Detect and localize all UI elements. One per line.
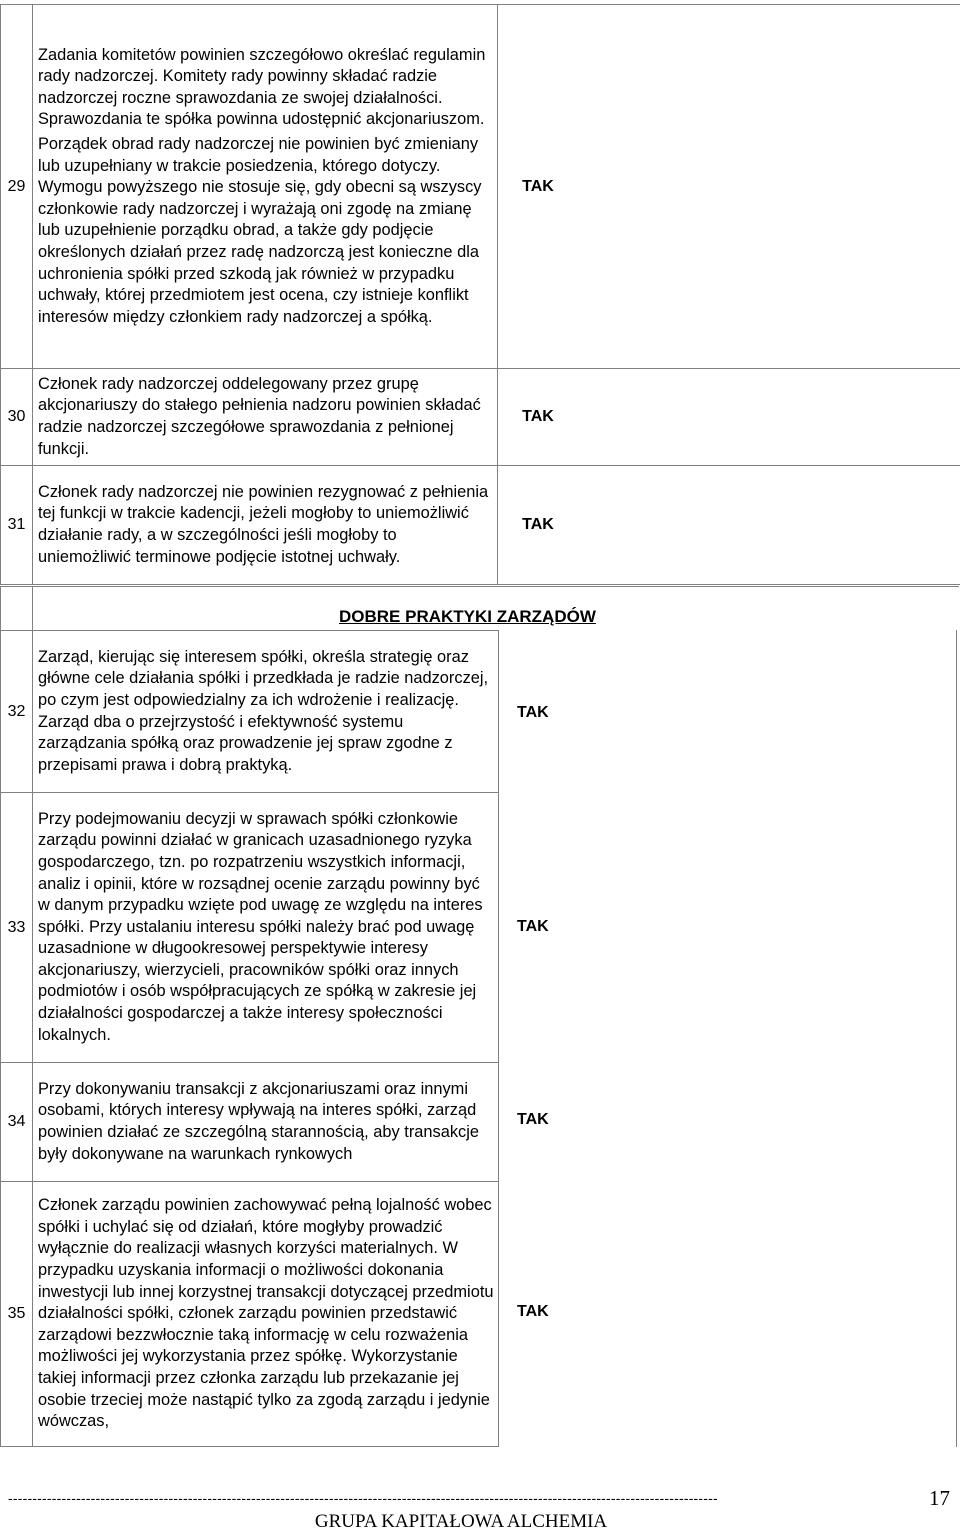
row-text: [33, 1063, 499, 1182]
answer-text: TAK: [522, 516, 554, 533]
row-paragraph: Przy dokonywaniu transakcji z akcjonariuszami oraz innymi osobami, których interesy wpływają na interes spółki, zarząd powinien działać ze szczególną starannością, aby transakcje były dokonywane na warunkach rynkowych: [38, 1079, 494, 1165]
row-paragraph: Członek rady nadzorczej nie powinien rezygnować z pełnienia tej funkcji w trakcie kadencji, jeżeli mogłoby to uniemożliwić działanie rady, a w szczególności jeśli mogłoby to uniemożliwić terminowe podjęcie istotnej uchwały.: [38, 482, 493, 568]
table-row: [1, 1182, 521, 1447]
answer-text: TAK: [517, 1111, 549, 1129]
row-text: [33, 5, 498, 369]
answer-text: TAK: [522, 178, 554, 195]
row-number: 31: [1, 466, 33, 585]
row-paragraph: Przy podejmowaniu decyzji w sprawach spółki członkowie zarządu powinni działać w granicach uzasadnionego ryzyka gospodarczego, tzn. po rozpatrzeniu wszystkich informacji, analiz i opinii, które w rozsądnej ocenie zarządu powinny być w danym przypadku wzięte pod uwagę ze względu na interes spółki. Przy ustalaniu interesu spółki należy brać pod uwagę uzasadnione w długookresowej perspektywie interesy akcjonariuszy, wierzycieli, pracowników spółki oraz innych podmiotów i osób współpracujących ze spółką w zakresie jej działalności gospodarczej a także interesy społeczności lokalnych.: [38, 809, 494, 1047]
governance-table-2: [0, 630, 521, 1447]
row-text: [33, 1182, 499, 1447]
row-number: 33: [1, 793, 33, 1063]
row-number: 29: [1, 5, 33, 369]
row-paragraph: Porządek obrad rady nadzorczej nie powinien być zmieniany lub uzupełniany w trakcie posiedzenia, którego dotyczy. Wymogu powyższego nie stosuje się, gdy obecni są wszyscy członkowie rady nadzorczej i wyrażają oni zgodę na zmianę lub uzupełnienie porządku obrad, a także gdy podjęcie określonych działań przez radę nadzorczą jest konieczne dla uchronienia spółki przed szkodą jak również w przypadku uchwały, której przedmiotem jest ocena, czy istnieje konflikt interesów między członkiem rady nadzorczej a spółką.: [38, 134, 493, 328]
answer-text: TAK: [517, 1303, 549, 1321]
row-paragraph: Zadania komitetów powinien szczegółowo określać regulamin rady nadzorczej. Komitety rady powinny składać radzie nadzorczej roczne sprawozdania ze swojej działalności. Sprawozdania te spółka powinna udostępnić akcjonariuszom.: [38, 45, 493, 131]
row-number: 32: [1, 631, 33, 793]
table-row: [1, 631, 521, 793]
row-answer: [498, 466, 960, 585]
row-text: [33, 631, 499, 793]
row-answer: [498, 369, 960, 466]
row-text: [33, 793, 499, 1063]
row-text: [33, 466, 498, 585]
section-heading: DOBRE PRAKTYKI ZARZĄDÓW: [339, 607, 596, 627]
row-paragraph: Członek rady nadzorczej oddelegowany przez grupę akcjonariuszy do stałego pełnienia nadzoru powinien składać radzie nadzorczej szczegółowe sprawozdania z pełnionej funkcji.: [38, 374, 493, 460]
row-answer: [498, 5, 960, 369]
table-row: [1, 1063, 521, 1182]
footer-company: GRUPA KAPITAŁOWA ALCHEMIA: [0, 1511, 922, 1533]
table-row: [1, 793, 521, 1063]
answer-text: TAK: [517, 918, 549, 936]
table-row: [1, 5, 960, 369]
table-row: [1, 466, 960, 585]
page-number: 17: [929, 1486, 950, 1511]
row-number: 35: [1, 1182, 33, 1447]
table-2-right-frame: [956, 630, 957, 1447]
row-paragraph: Członek zarządu powinien zachowywać pełną lojalność wobec spółki i uchylać się od działań, które mogłyby prowadzić wyłącznie do realizacji własnych korzyści materialnych. W przypadku uzyskania informacji o możliwości dokonania inwestycji lub innej korzystnej transakcji dotyczącej przedmiotu działalności spółki, członek zarządu powinien przedstawić zarządowi bezzwłocznie taką informację w celu rozważenia możliwości jej wykorzystania przez spółkę. Wykorzystanie takiej informacji przez członka zarządu lub przekazanie jej osobie trzeciej może nastąpić tylko za zgodą zarządu i jedynie wówczas,: [38, 1195, 494, 1433]
row-number: 34: [1, 1063, 33, 1182]
row-number: 30: [1, 369, 33, 466]
row-text: [33, 369, 498, 466]
table-row: [1, 369, 960, 466]
footer-separator: --------------------------------------------------------------------------------------------------------------------------------------------------: [8, 1490, 913, 1506]
answer-text: TAK: [522, 408, 554, 425]
governance-table-1: [0, 4, 960, 585]
row-paragraph: Zarząd, kierując się interesem spółki, określa strategię oraz główne cele działania spółki i przedkłada je radzie nadzorczej, po czym jest odpowiedzialny za ich wdrożenie i realizację. Zarząd dba o przejrzystość i efektywność systemu zarządzania spółką oraz prowadzenie jej spraw zgodne z przepisami prawa i dobrą praktyką.: [38, 647, 494, 777]
answer-text: TAK: [517, 704, 549, 722]
table-spacer-divider: [32, 586, 33, 630]
